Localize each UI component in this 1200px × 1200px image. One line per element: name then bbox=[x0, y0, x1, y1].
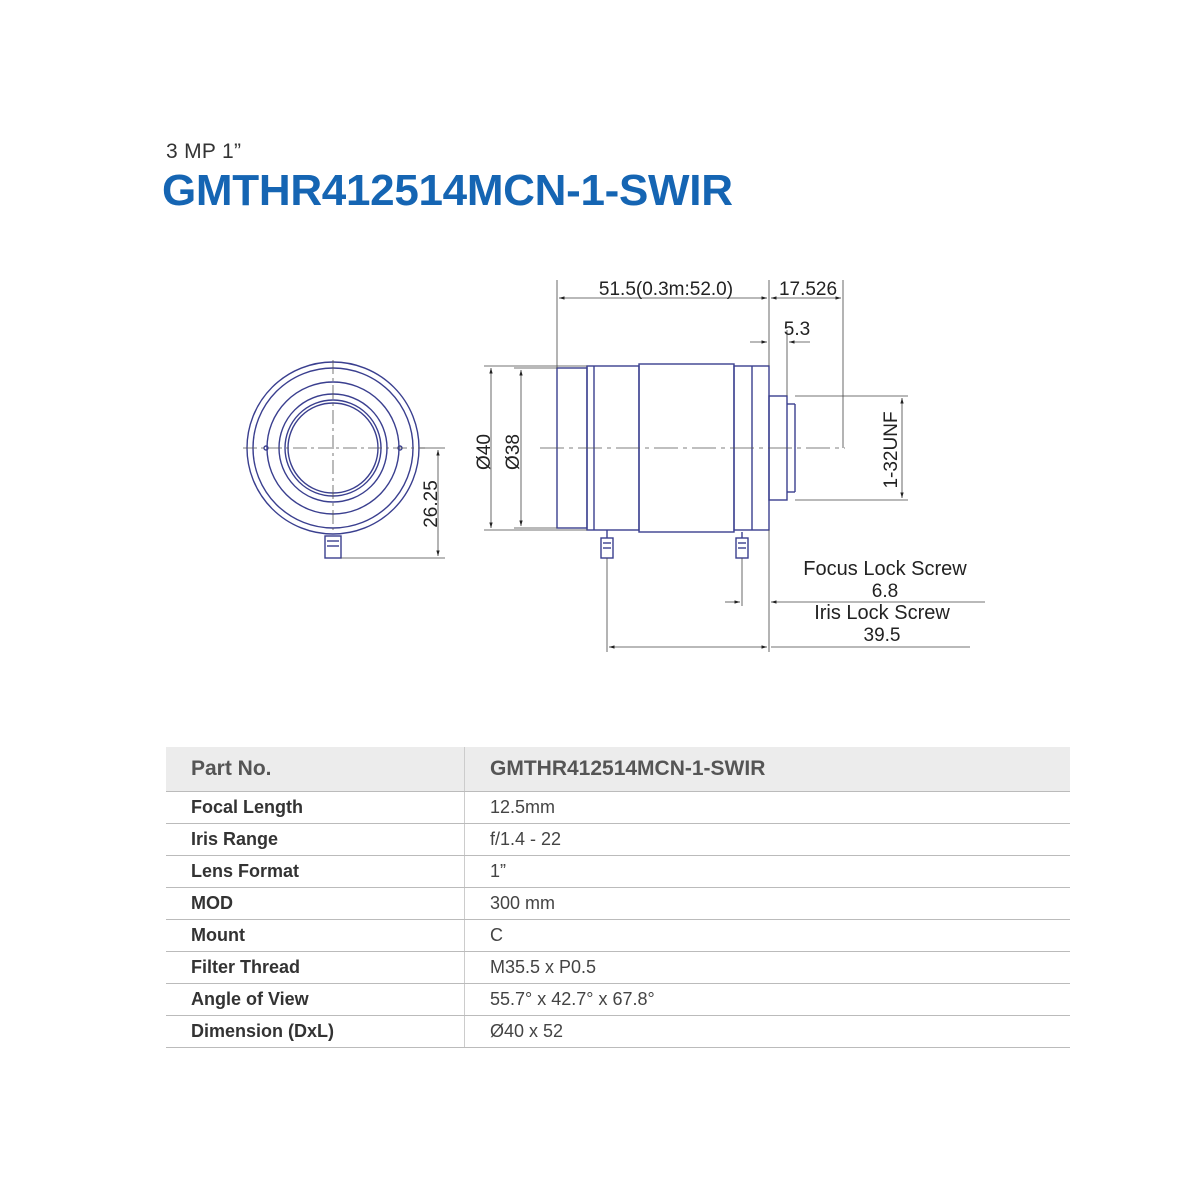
spec-value: 1” bbox=[465, 856, 1071, 888]
spec-header-row bbox=[166, 747, 1070, 792]
focus-lock-value: 6.8 bbox=[871, 581, 899, 602]
lens-side-view bbox=[557, 364, 795, 558]
spec-key: MOD bbox=[166, 888, 465, 920]
spec-row bbox=[166, 856, 1070, 888]
spec-row bbox=[166, 920, 1070, 952]
spec-row bbox=[166, 1016, 1070, 1048]
spec-value: 12.5mm bbox=[465, 792, 1071, 824]
iris-lock-label: Iris Lock Screw bbox=[814, 602, 950, 624]
spec-table bbox=[166, 747, 1070, 1048]
spec-row bbox=[166, 888, 1070, 920]
spec-key: Angle of View bbox=[166, 984, 465, 1016]
dim-screw-height: 26.25 bbox=[421, 480, 442, 528]
spec-header-value: GMTHR412514MCN-1-SWIR bbox=[465, 747, 1071, 792]
spec-row bbox=[166, 984, 1070, 1016]
spec-key: Mount bbox=[166, 920, 465, 952]
spec-value: Ø40 x 52 bbox=[465, 1016, 1071, 1048]
spec-row bbox=[166, 824, 1070, 856]
spec-key: Lens Format bbox=[166, 856, 465, 888]
spec-row bbox=[166, 952, 1070, 984]
dim-thread: 1-32UNF bbox=[881, 411, 902, 489]
dim-length: 51.5(0.3m:52.0) bbox=[598, 279, 734, 300]
spec-key: Dimension (DxL) bbox=[166, 1016, 465, 1048]
product-subtitle: 3 MP 1” bbox=[166, 140, 242, 163]
dim-dia-inner: Ø38 bbox=[503, 434, 524, 470]
spec-row bbox=[166, 792, 1070, 824]
lock-screw-dimensions bbox=[607, 530, 985, 652]
spec-key: Filter Thread bbox=[166, 952, 465, 984]
spec-key: Focal Length bbox=[166, 792, 465, 824]
spec-value: 300 mm bbox=[465, 888, 1071, 920]
iris-lock-value: 39.5 bbox=[863, 625, 901, 646]
dim-back: 5.3 bbox=[783, 319, 811, 340]
spec-key: Iris Range bbox=[166, 824, 465, 856]
spec-value: 55.7° x 42.7° x 67.8° bbox=[465, 984, 1071, 1016]
focus-lock-label: Focus Lock Screw bbox=[803, 558, 967, 580]
spec-value: f/1.4 - 22 bbox=[465, 824, 1071, 856]
spec-value: C bbox=[465, 920, 1071, 952]
dim-flange: 17.526 bbox=[778, 279, 838, 300]
product-title: GMTHR412514MCN-1-SWIR bbox=[162, 166, 733, 215]
dim-dia-outer: Ø40 bbox=[474, 434, 495, 470]
spec-value: M35.5 x P0.5 bbox=[465, 952, 1071, 984]
spec-header-key: Part No. bbox=[166, 747, 465, 792]
